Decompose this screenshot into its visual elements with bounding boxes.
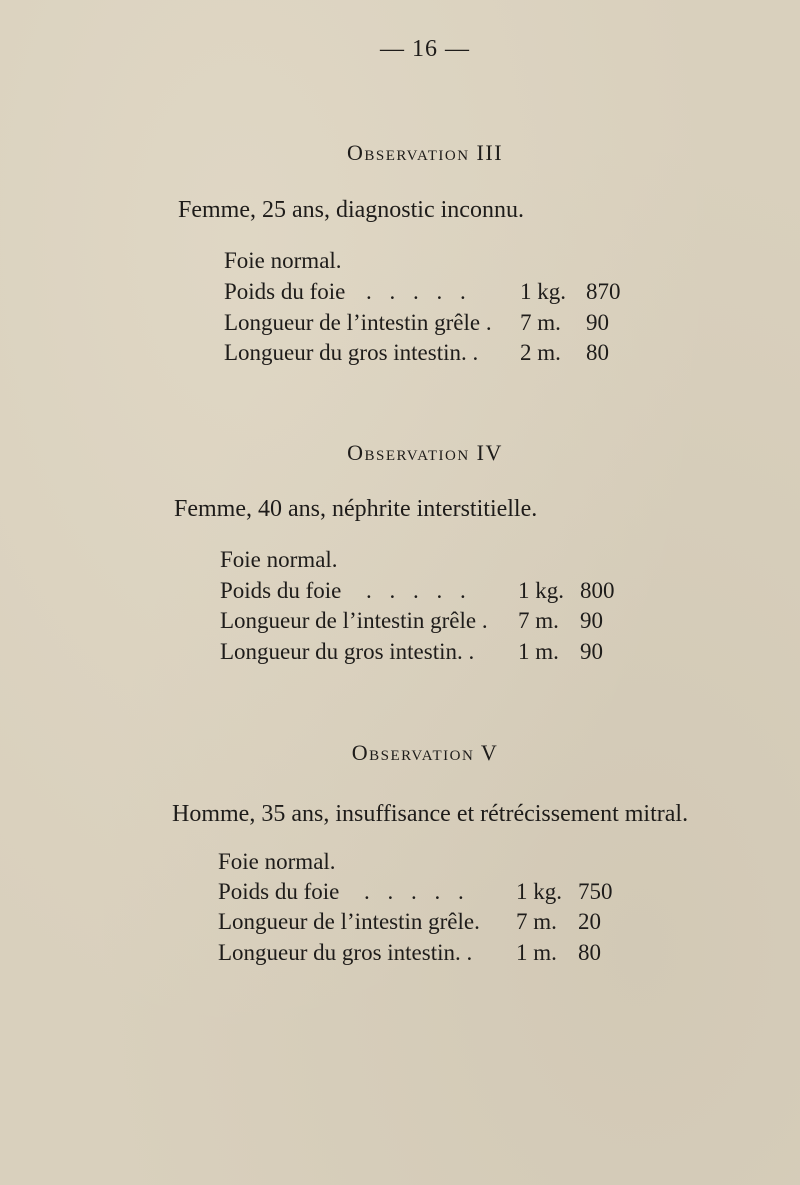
- measurement-subvalue: 90: [580, 639, 603, 664]
- measurement-label: Longueur de l’intestin grêle .: [224, 310, 492, 335]
- measurement-value: 7 m.: [518, 608, 559, 633]
- measurement-label: Longueur du gros intestin. .: [220, 639, 475, 664]
- measurement-subvalue: 90: [580, 608, 603, 633]
- measurement-row: [224, 277, 644, 307]
- page-number: — 16 —: [380, 36, 470, 62]
- measurement-label: Poids du foie: [218, 879, 340, 904]
- measurement-value: 1 kg.: [518, 578, 564, 603]
- leader-dots: . . . . .: [366, 279, 472, 304]
- measurement-value: 2 m.: [520, 340, 561, 365]
- measurement-row: [218, 907, 638, 937]
- measurement-subvalue: 870: [586, 279, 621, 304]
- measurement-value: 1 m.: [518, 639, 559, 664]
- measurement-row: [220, 637, 640, 667]
- patient-description: Femme, 25 ans, diagnostic inconnu.: [178, 197, 524, 223]
- patient-description: Femme, 40 ans, néphrite interstitielle.: [174, 496, 538, 522]
- measurement-label: Longueur du gros intestin. .: [224, 340, 479, 365]
- measurement-value: 1 kg.: [516, 879, 562, 904]
- measurement-subvalue: 80: [586, 340, 609, 365]
- measurement-subvalue: 80: [578, 940, 601, 965]
- leader-dots: . . . . .: [364, 879, 470, 904]
- measurement-subvalue: 90: [586, 310, 609, 335]
- measurement-value: 7 m.: [516, 909, 557, 934]
- measurement-subvalue: 800: [580, 578, 615, 603]
- foie-status: [218, 847, 638, 877]
- foie-status-text: Foie normal.: [220, 547, 338, 572]
- measurement-value: 7 m.: [520, 310, 561, 335]
- measurement-value: 1 kg.: [520, 279, 566, 304]
- measurement-row: [218, 938, 638, 968]
- measurement-label: Longueur de l’intestin grêle.: [218, 909, 480, 934]
- measurement-row: [224, 308, 644, 338]
- measurement-label: Poids du foie: [224, 279, 346, 304]
- observation-title: Observation V: [351, 740, 499, 765]
- measurement-row: [220, 606, 640, 636]
- measurement-value: 1 m.: [516, 940, 557, 965]
- foie-status-text: Foie normal.: [218, 849, 336, 874]
- foie-status-text: Foie normal.: [224, 248, 342, 273]
- measurement-subvalue: 20: [578, 909, 601, 934]
- measurement-label: Longueur du gros intestin. .: [218, 940, 473, 965]
- foie-status: [220, 545, 640, 575]
- measurement-row: [220, 576, 640, 606]
- leader-dots: . . . . .: [366, 578, 472, 603]
- observation-title: Observation III: [346, 140, 504, 165]
- observation-title: Observation IV: [347, 440, 503, 465]
- measurement-row: [218, 877, 638, 907]
- foie-status: [224, 246, 644, 276]
- measurement-subvalue: 750: [578, 879, 613, 904]
- measurement-label: Longueur de l’intestin grêle .: [220, 608, 488, 633]
- patient-description: Homme, 35 ans, insuffisance et rétrécissement mitral.: [172, 801, 689, 827]
- measurement-row: [224, 338, 644, 368]
- measurement-label: Poids du foie: [220, 578, 342, 603]
